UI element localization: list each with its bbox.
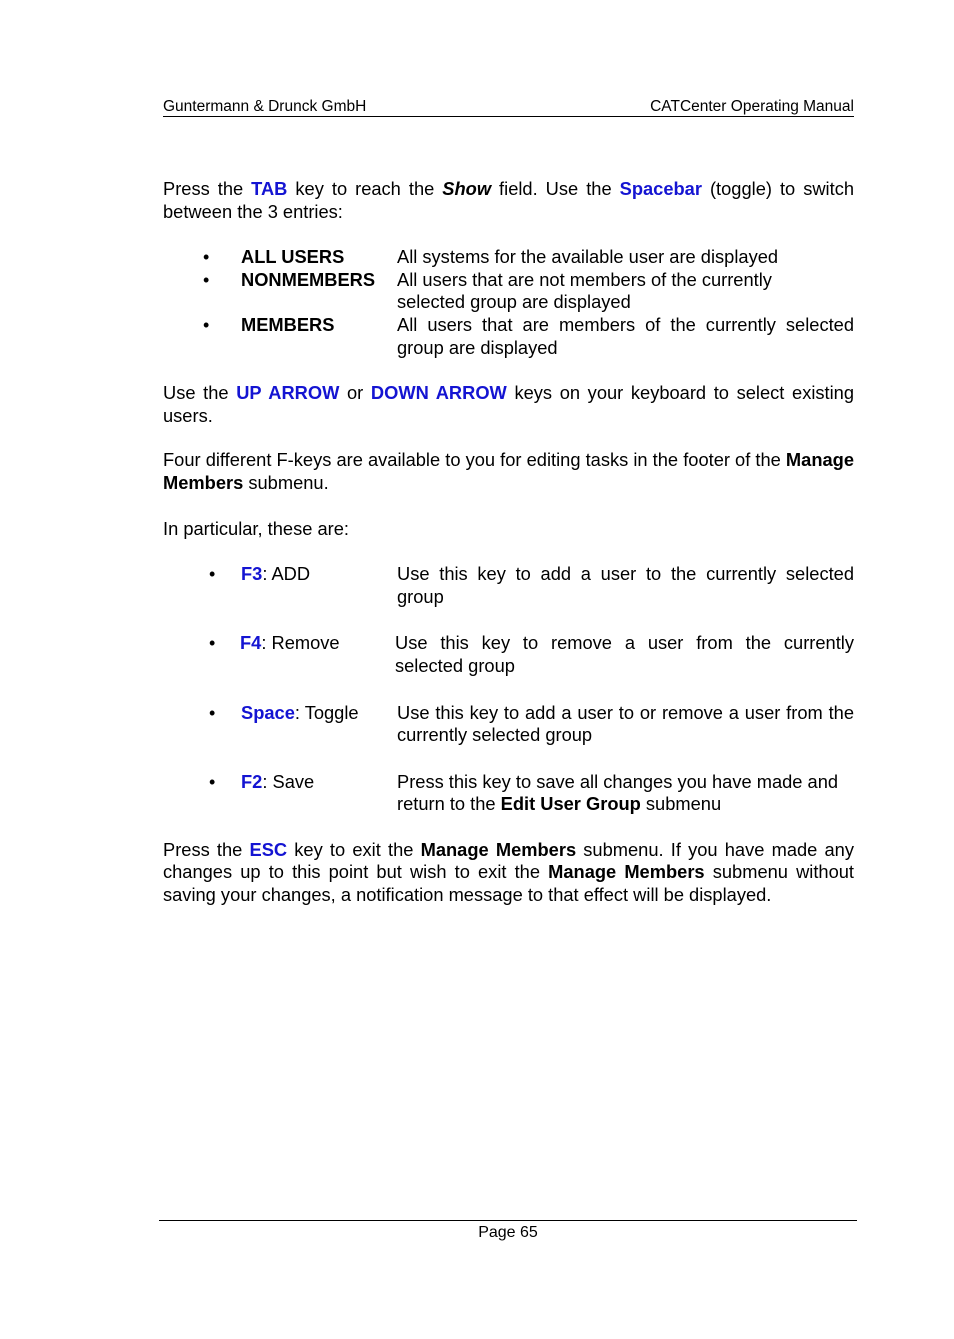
bullet-icon: • [209,564,216,585]
key-spacebar: Spacebar [619,178,702,199]
page-footer [159,1220,857,1242]
bullet-icon: • [203,269,210,290]
entry-desc: All users that are members of the currently selected group are displayed [397,313,854,358]
show-field-term: Show [442,178,492,199]
list-item [163,314,854,359]
paragraph-show-field: Press the TAB key to reach the Show field. Use the Spacebar (toggle) to switch between the 3 entries: [163,178,855,222]
fkeys-list [163,563,854,816]
list-item: • Space: Toggle Use this key to add a user to or remove a user from the currently selected group [209,701,854,746]
bullet-icon: • [203,314,210,335]
entry-term: NONMEMBERS [241,268,376,290]
paragraph-in-particular: In particular, these are: [163,517,349,539]
bullet-icon: • [203,247,210,268]
fkey-desc: Use this key to add a user to the currently selected group [397,563,854,607]
list-item: • F2: Save Press this key to save all changes you have made and return to the Edit User Group submenu [163,771,854,816]
paragraph-f-keys: Four different F-keys are available to you for editing tasks in the footer of the Manage Members submenu. [163,449,854,493]
key-f2: F2 [241,770,263,792]
list-item: • F4: Remove Use this key to remove a user from the currently selected group [209,632,854,676]
page-number: Page 65 [478,1224,538,1241]
bullet-icon: • [209,771,216,792]
key-esc: ESC [249,838,288,860]
entry-term: ALL USERS [241,246,345,268]
entry-term: MEMBERS [241,313,335,335]
list-item: • F3: ADD Use this key to add a user to the currently selected group [209,563,854,607]
paragraph-arrow-keys: Use the UP ARROW or DOWN ARROW keys on your keyboard to select existing users. [163,382,855,426]
bullet-icon: • [209,633,216,654]
paragraph-esc: Press the ESC key to exit the Manage Members submenu. If you have made any changes up to this point but wish to exit the Manage Members submenu without saving your changes, a notification message to that effect will be displayed. [163,838,854,906]
key-up-arrow: UP ARROW [236,382,340,404]
key-space: Space [241,701,295,723]
header-manual-title: CATCenter Operating Manual [650,98,854,115]
header-company: Guntermann & Drunck GmbH [163,98,367,115]
key-down-arrow: DOWN ARROW [370,382,507,404]
list-item [163,246,854,269]
entry-desc: All systems for the available user are displayed [397,246,779,268]
bullet-icon: • [209,702,216,723]
fkey-desc: Use this key to remove a user from the currently selected group [395,632,854,676]
page-body [163,178,854,907]
entry-desc: All users that are not members of the currently selected group are displayed [397,268,772,313]
key-f4: F4 [240,632,262,654]
page-header [163,97,854,117]
key-tab: TAB [251,178,288,199]
key-f3: F3 [241,563,263,585]
show-entries-list [163,246,854,359]
list-item [163,269,854,314]
fkey-desc: Press this key to save all changes you have made and return to the Edit User Group submenu [397,770,839,815]
fkey-desc: Use this key to add a user to or remove a user from the currently selected group [397,701,854,746]
